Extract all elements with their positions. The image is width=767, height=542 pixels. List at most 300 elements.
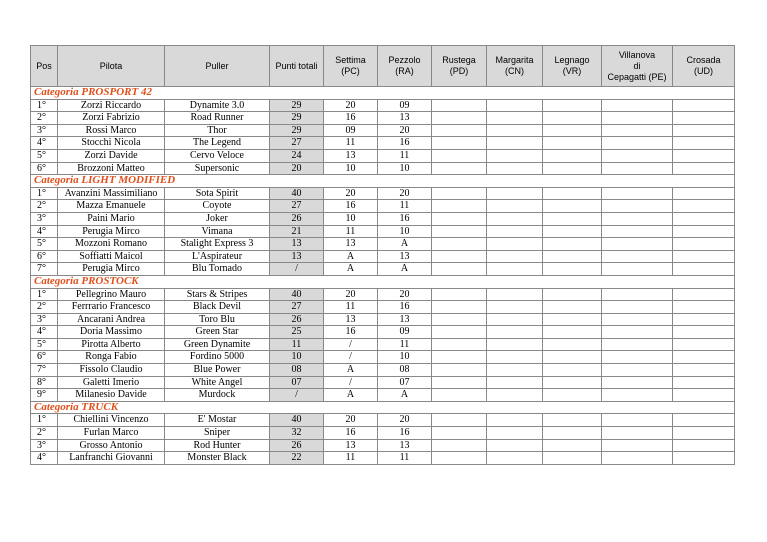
- round-2-cell: 09: [378, 326, 432, 339]
- header-punti-totali: Punti totali: [270, 46, 324, 87]
- round-2-cell: A: [378, 389, 432, 402]
- round-5-cell: [543, 376, 602, 389]
- pilota-cell: Galetti Imerio: [58, 376, 165, 389]
- punti-totali-cell: 26: [270, 439, 324, 452]
- round-6-cell: [602, 137, 673, 150]
- table-row: [31, 313, 735, 326]
- table-row: [31, 137, 735, 150]
- pilota-cell: Ferrrario Francesco: [58, 301, 165, 314]
- round-7-cell: [673, 263, 735, 276]
- table-row: [31, 263, 735, 276]
- round-3-cell: [432, 364, 487, 377]
- round-3-cell: [432, 301, 487, 314]
- round-1-cell: 11: [324, 137, 378, 150]
- round-2-cell: 20: [378, 414, 432, 427]
- punti-totali-cell: 10: [270, 351, 324, 364]
- table-row: [31, 250, 735, 263]
- punti-totali-cell: 07: [270, 376, 324, 389]
- round-1-cell: A: [324, 389, 378, 402]
- round-6-cell: [602, 338, 673, 351]
- pos-cell: 3°: [31, 313, 58, 326]
- punti-totali-cell: 24: [270, 149, 324, 162]
- round-7-cell: [673, 187, 735, 200]
- round-5-cell: [543, 301, 602, 314]
- round-2-cell: 10: [378, 225, 432, 238]
- punti-totali-cell: 40: [270, 414, 324, 427]
- round-7-cell: [673, 351, 735, 364]
- round-2-cell: 10: [378, 351, 432, 364]
- round-2-cell: 08: [378, 364, 432, 377]
- pilota-cell: Milanesio Davide: [58, 389, 165, 402]
- pilota-cell: Ronga Fabio: [58, 351, 165, 364]
- round-4-cell: [487, 263, 543, 276]
- round-6-cell: [602, 414, 673, 427]
- table-header: [31, 46, 735, 87]
- round-4-cell: [487, 288, 543, 301]
- round-6-cell: [602, 364, 673, 377]
- round-1-cell: 20: [324, 288, 378, 301]
- round-7-cell: [673, 212, 735, 225]
- pos-cell: 6°: [31, 162, 58, 175]
- punti-totali-cell: /: [270, 263, 324, 276]
- round-1-cell: 11: [324, 225, 378, 238]
- round-6-cell: [602, 200, 673, 213]
- round-2-cell: 13: [378, 250, 432, 263]
- round-4-cell: [487, 376, 543, 389]
- puller-cell: Murdock: [165, 389, 270, 402]
- round-4-cell: [487, 124, 543, 137]
- round-6-cell: [602, 439, 673, 452]
- table-row: [31, 414, 735, 427]
- puller-cell: The Legend: [165, 137, 270, 150]
- pos-cell: 2°: [31, 301, 58, 314]
- punti-totali-cell: 27: [270, 301, 324, 314]
- round-7-cell: [673, 427, 735, 440]
- punti-totali-cell: 08: [270, 364, 324, 377]
- pos-cell: 6°: [31, 250, 58, 263]
- category-row: [31, 275, 735, 288]
- table-row: [31, 124, 735, 137]
- round-1-cell: 13: [324, 238, 378, 251]
- round-4-cell: [487, 439, 543, 452]
- pos-cell: 7°: [31, 364, 58, 377]
- round-2-cell: 20: [378, 187, 432, 200]
- round-3-cell: [432, 225, 487, 238]
- round-1-cell: /: [324, 338, 378, 351]
- round-6-cell: [602, 452, 673, 465]
- round-5-cell: [543, 452, 602, 465]
- table-row: [31, 99, 735, 112]
- table-row: [31, 351, 735, 364]
- round-6-cell: [602, 313, 673, 326]
- round-6-cell: [602, 376, 673, 389]
- puller-cell: Black Devil: [165, 301, 270, 314]
- puller-cell: Blu Tornado: [165, 263, 270, 276]
- table-row: [31, 212, 735, 225]
- table-row: [31, 389, 735, 402]
- round-1-cell: 13: [324, 439, 378, 452]
- round-4-cell: [487, 112, 543, 125]
- round-4-cell: [487, 137, 543, 150]
- round-6-cell: [602, 351, 673, 364]
- punti-totali-cell: 27: [270, 200, 324, 213]
- round-5-cell: [543, 288, 602, 301]
- punti-totali-cell: 25: [270, 326, 324, 339]
- category-row: [31, 401, 735, 414]
- puller-cell: White Angel: [165, 376, 270, 389]
- round-5-cell: [543, 263, 602, 276]
- round-6-cell: [602, 288, 673, 301]
- round-3-cell: [432, 389, 487, 402]
- round-2-cell: 11: [378, 452, 432, 465]
- round-3-cell: [432, 414, 487, 427]
- header-pilota: Pilota: [58, 46, 165, 87]
- round-7-cell: [673, 137, 735, 150]
- round-4-cell: [487, 326, 543, 339]
- pos-cell: 3°: [31, 439, 58, 452]
- table-row: [31, 326, 735, 339]
- round-3-cell: [432, 313, 487, 326]
- round-3-cell: [432, 137, 487, 150]
- round-5-cell: [543, 124, 602, 137]
- pilota-cell: Zorzi Fabrizio: [58, 112, 165, 125]
- punti-totali-cell: 13: [270, 238, 324, 251]
- round-6-cell: [602, 149, 673, 162]
- round-1-cell: A: [324, 263, 378, 276]
- pilota-cell: Mozzoni Romano: [58, 238, 165, 251]
- table-row: [31, 301, 735, 314]
- pos-cell: 4°: [31, 225, 58, 238]
- pilota-cell: Zorzi Riccardo: [58, 99, 165, 112]
- round-7-cell: [673, 149, 735, 162]
- punti-totali-cell: 26: [270, 212, 324, 225]
- table-row: [31, 162, 735, 175]
- pilota-cell: Rossi Marco: [58, 124, 165, 137]
- round-3-cell: [432, 351, 487, 364]
- round-6-cell: [602, 124, 673, 137]
- round-5-cell: [543, 212, 602, 225]
- puller-cell: E' Mostar: [165, 414, 270, 427]
- pilota-cell: Furlan Marco: [58, 427, 165, 440]
- round-6-cell: [602, 263, 673, 276]
- pos-cell: 1°: [31, 99, 58, 112]
- round-5-cell: [543, 250, 602, 263]
- category-title: Categoria PROSPORT 42: [31, 87, 735, 100]
- round-5-cell: [543, 99, 602, 112]
- header-round-1: Settima (PC): [324, 46, 378, 87]
- round-5-cell: [543, 112, 602, 125]
- round-7-cell: [673, 200, 735, 213]
- round-7-cell: [673, 162, 735, 175]
- round-2-cell: 16: [378, 137, 432, 150]
- pos-cell: 5°: [31, 238, 58, 251]
- round-2-cell: 13: [378, 313, 432, 326]
- round-6-cell: [602, 326, 673, 339]
- round-4-cell: [487, 212, 543, 225]
- round-2-cell: 09: [378, 99, 432, 112]
- round-6-cell: [602, 212, 673, 225]
- round-5-cell: [543, 225, 602, 238]
- puller-cell: Sniper: [165, 427, 270, 440]
- round-7-cell: [673, 414, 735, 427]
- punti-totali-cell: 22: [270, 452, 324, 465]
- category-title: Categoria PROSTOCK: [31, 275, 735, 288]
- round-4-cell: [487, 187, 543, 200]
- round-2-cell: 16: [378, 301, 432, 314]
- round-7-cell: [673, 389, 735, 402]
- round-3-cell: [432, 212, 487, 225]
- pos-cell: 8°: [31, 376, 58, 389]
- round-5-cell: [543, 200, 602, 213]
- pos-cell: 6°: [31, 351, 58, 364]
- round-7-cell: [673, 439, 735, 452]
- puller-cell: Green Dynamite: [165, 338, 270, 351]
- round-4-cell: [487, 313, 543, 326]
- round-6-cell: [602, 99, 673, 112]
- puller-cell: Road Runner: [165, 112, 270, 125]
- round-1-cell: /: [324, 376, 378, 389]
- table-row: [31, 149, 735, 162]
- round-5-cell: [543, 162, 602, 175]
- header-round-5: Legnago (VR): [543, 46, 602, 87]
- pilota-cell: Brozzoni Matteo: [58, 162, 165, 175]
- punti-totali-cell: 21: [270, 225, 324, 238]
- round-2-cell: A: [378, 263, 432, 276]
- table-row: [31, 452, 735, 465]
- round-5-cell: [543, 389, 602, 402]
- category-title: Categoria TRUCK: [31, 401, 735, 414]
- round-5-cell: [543, 238, 602, 251]
- round-3-cell: [432, 238, 487, 251]
- round-6-cell: [602, 112, 673, 125]
- round-6-cell: [602, 301, 673, 314]
- round-7-cell: [673, 250, 735, 263]
- round-3-cell: [432, 263, 487, 276]
- round-5-cell: [543, 351, 602, 364]
- puller-cell: Stalight Express 3: [165, 238, 270, 251]
- category-title: Categoria LIGHT MODIFIED: [31, 175, 735, 188]
- round-6-cell: [602, 427, 673, 440]
- round-5-cell: [543, 326, 602, 339]
- round-3-cell: [432, 112, 487, 125]
- puller-cell: Monster Black: [165, 452, 270, 465]
- header-round-4: Margarita (CN): [487, 46, 543, 87]
- header-round-3: Rustega (PD): [432, 46, 487, 87]
- round-2-cell: 11: [378, 149, 432, 162]
- round-1-cell: 16: [324, 200, 378, 213]
- round-3-cell: [432, 452, 487, 465]
- pilota-cell: Grosso Antonio: [58, 439, 165, 452]
- category-row: [31, 87, 735, 100]
- pilota-cell: Zorzi Davide: [58, 149, 165, 162]
- punti-totali-cell: /: [270, 389, 324, 402]
- round-3-cell: [432, 376, 487, 389]
- pilota-cell: Avanzini Massimiliano: [58, 187, 165, 200]
- round-3-cell: [432, 439, 487, 452]
- pos-cell: 5°: [31, 149, 58, 162]
- puller-cell: Sota Spirit: [165, 187, 270, 200]
- round-3-cell: [432, 99, 487, 112]
- puller-cell: Coyote: [165, 200, 270, 213]
- round-3-cell: [432, 162, 487, 175]
- pos-cell: 2°: [31, 427, 58, 440]
- round-1-cell: 16: [324, 326, 378, 339]
- round-7-cell: [673, 326, 735, 339]
- round-1-cell: 20: [324, 187, 378, 200]
- round-4-cell: [487, 149, 543, 162]
- pilota-cell: Mazza Emanuele: [58, 200, 165, 213]
- round-7-cell: [673, 124, 735, 137]
- round-3-cell: [432, 200, 487, 213]
- pilota-cell: Perugia Mirco: [58, 263, 165, 276]
- round-7-cell: [673, 313, 735, 326]
- pilota-cell: Chiellini Vincenzo: [58, 414, 165, 427]
- round-2-cell: 16: [378, 212, 432, 225]
- table-body: [31, 87, 735, 465]
- punti-totali-cell: 20: [270, 162, 324, 175]
- round-1-cell: 10: [324, 212, 378, 225]
- round-5-cell: [543, 313, 602, 326]
- punti-totali-cell: 11: [270, 338, 324, 351]
- round-2-cell: 11: [378, 338, 432, 351]
- round-7-cell: [673, 376, 735, 389]
- round-6-cell: [602, 389, 673, 402]
- round-6-cell: [602, 187, 673, 200]
- round-1-cell: A: [324, 250, 378, 263]
- round-5-cell: [543, 439, 602, 452]
- round-7-cell: [673, 338, 735, 351]
- pilota-cell: Paini Mario: [58, 212, 165, 225]
- pos-cell: 2°: [31, 112, 58, 125]
- punti-totali-cell: 29: [270, 99, 324, 112]
- round-1-cell: 10: [324, 162, 378, 175]
- pilota-cell: Stocchi Nicola: [58, 137, 165, 150]
- round-4-cell: [487, 427, 543, 440]
- round-2-cell: 13: [378, 112, 432, 125]
- round-1-cell: A: [324, 364, 378, 377]
- round-1-cell: 20: [324, 99, 378, 112]
- pos-cell: 5°: [31, 338, 58, 351]
- punti-totali-cell: 26: [270, 313, 324, 326]
- round-3-cell: [432, 326, 487, 339]
- pos-cell: 9°: [31, 389, 58, 402]
- pilota-cell: Soffiatti Maicol: [58, 250, 165, 263]
- round-5-cell: [543, 427, 602, 440]
- round-4-cell: [487, 225, 543, 238]
- round-3-cell: [432, 124, 487, 137]
- round-2-cell: 13: [378, 439, 432, 452]
- round-7-cell: [673, 238, 735, 251]
- round-1-cell: 20: [324, 414, 378, 427]
- round-6-cell: [602, 238, 673, 251]
- punti-totali-cell: 13: [270, 250, 324, 263]
- round-3-cell: [432, 427, 487, 440]
- round-2-cell: 11: [378, 200, 432, 213]
- round-1-cell: 13: [324, 313, 378, 326]
- round-2-cell: 20: [378, 288, 432, 301]
- puller-cell: Thor: [165, 124, 270, 137]
- round-7-cell: [673, 225, 735, 238]
- table-row: [31, 439, 735, 452]
- punti-totali-cell: 29: [270, 112, 324, 125]
- round-3-cell: [432, 338, 487, 351]
- round-4-cell: [487, 364, 543, 377]
- standings-table: [30, 45, 735, 465]
- round-5-cell: [543, 414, 602, 427]
- puller-cell: Dynamite 3.0: [165, 99, 270, 112]
- pilota-cell: Lanfranchi Giovanni: [58, 452, 165, 465]
- round-7-cell: [673, 288, 735, 301]
- puller-cell: Vimana: [165, 225, 270, 238]
- puller-cell: Green Star: [165, 326, 270, 339]
- round-1-cell: 11: [324, 301, 378, 314]
- table-row: [31, 288, 735, 301]
- pilota-cell: Pellegrino Mauro: [58, 288, 165, 301]
- puller-cell: L'Aspirateur: [165, 250, 270, 263]
- round-2-cell: 20: [378, 124, 432, 137]
- round-1-cell: 11: [324, 452, 378, 465]
- round-4-cell: [487, 452, 543, 465]
- pos-cell: 1°: [31, 414, 58, 427]
- round-7-cell: [673, 364, 735, 377]
- round-7-cell: [673, 301, 735, 314]
- pilota-cell: Fissolo Claudio: [58, 364, 165, 377]
- puller-cell: Rod Hunter: [165, 439, 270, 452]
- round-4-cell: [487, 338, 543, 351]
- punti-totali-cell: 29: [270, 124, 324, 137]
- pos-cell: 3°: [31, 212, 58, 225]
- round-6-cell: [602, 250, 673, 263]
- pos-cell: 2°: [31, 200, 58, 213]
- puller-cell: Supersonic: [165, 162, 270, 175]
- round-5-cell: [543, 338, 602, 351]
- round-4-cell: [487, 238, 543, 251]
- table-row: [31, 225, 735, 238]
- round-6-cell: [602, 225, 673, 238]
- punti-totali-cell: 27: [270, 137, 324, 150]
- pos-cell: 4°: [31, 452, 58, 465]
- round-4-cell: [487, 99, 543, 112]
- round-2-cell: 10: [378, 162, 432, 175]
- header-round-7: Crosada (UD): [673, 46, 735, 87]
- round-5-cell: [543, 137, 602, 150]
- pilota-cell: Doria Massimo: [58, 326, 165, 339]
- round-1-cell: 13: [324, 149, 378, 162]
- round-3-cell: [432, 187, 487, 200]
- round-2-cell: A: [378, 238, 432, 251]
- round-5-cell: [543, 187, 602, 200]
- puller-cell: Fordino 5000: [165, 351, 270, 364]
- round-1-cell: /: [324, 351, 378, 364]
- round-7-cell: [673, 452, 735, 465]
- round-4-cell: [487, 162, 543, 175]
- header-round-2: Pezzolo (RA): [378, 46, 432, 87]
- pos-cell: 1°: [31, 187, 58, 200]
- round-2-cell: 16: [378, 427, 432, 440]
- round-3-cell: [432, 288, 487, 301]
- round-1-cell: 16: [324, 427, 378, 440]
- puller-cell: Blue Power: [165, 364, 270, 377]
- pilota-cell: Ancarani Andrea: [58, 313, 165, 326]
- table-row: [31, 338, 735, 351]
- round-4-cell: [487, 200, 543, 213]
- puller-cell: Toro Blu: [165, 313, 270, 326]
- pos-cell: 4°: [31, 326, 58, 339]
- round-1-cell: 16: [324, 112, 378, 125]
- round-5-cell: [543, 364, 602, 377]
- table-row: [31, 376, 735, 389]
- table-row: [31, 238, 735, 251]
